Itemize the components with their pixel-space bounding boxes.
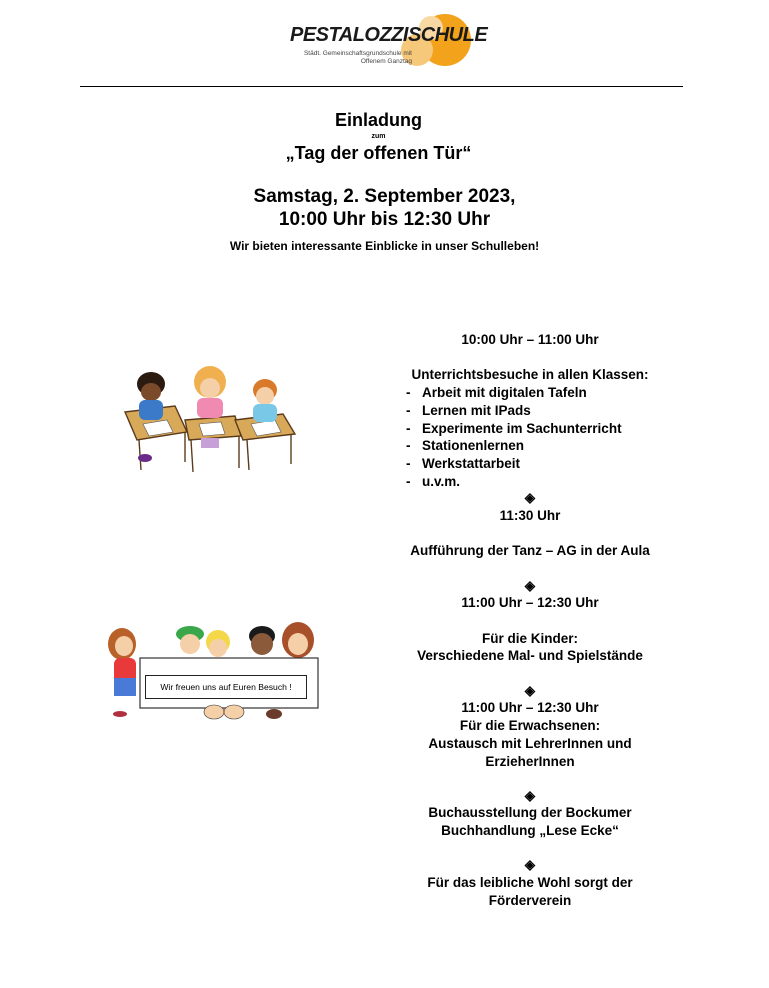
program-block-4-line2: Austausch mit LehrerInnen und bbox=[428, 736, 632, 751]
program-block-3-line1: Für die Kinder: bbox=[481, 631, 578, 646]
logo-subtitle: Städt. Gemeinschaftsgrundschule mit Offenem Ganztag bbox=[303, 50, 412, 65]
school-logo bbox=[288, 10, 488, 68]
event-date: Samstag, 2. September 2023, bbox=[253, 186, 516, 207]
title-einladung: Einladung bbox=[335, 110, 422, 130]
list-item: - u.v.m. bbox=[406, 473, 461, 489]
program-block-3-time: 11:00 Uhr – 12:30 Uhr bbox=[461, 595, 599, 610]
program-block-6-line1: Für das leibliche Wohl sorgt der bbox=[427, 875, 633, 890]
intro-text: Wir bieten interessante Einblicke in unser Schulleben! bbox=[229, 239, 540, 253]
list-item: - Arbeit mit digitalen Tafeln bbox=[406, 385, 587, 400]
separator-diamond-icon: ◈ bbox=[524, 490, 536, 505]
children-banner-illustration bbox=[104, 618, 326, 720]
activity-list bbox=[406, 384, 622, 491]
program-block-4-line3: ErzieherInnen bbox=[485, 754, 575, 769]
program-block-2-time: 11:30 Uhr bbox=[499, 508, 561, 523]
logo-title: PESTALOZZISCHULE bbox=[290, 24, 488, 46]
event-title: „Tag der offenen Tür“ bbox=[285, 143, 472, 163]
program-block-5-line2: Buchhandlung „Lese Ecke“ bbox=[441, 823, 619, 838]
list-item: - Stationenlernen bbox=[406, 438, 525, 454]
separator-diamond-icon: ◈ bbox=[524, 857, 536, 872]
program-block-6-line2: Förderverein bbox=[488, 893, 572, 908]
title-zum: zum bbox=[371, 133, 386, 140]
program-block-5-line1: Buchausstellung der Bockumer bbox=[428, 805, 632, 820]
program-block-4-time: 11:00 Uhr – 12:30 Uhr bbox=[461, 700, 599, 715]
children-at-desks-illustration bbox=[115, 362, 305, 477]
program-block-4-line1: Für die Erwachsenen: bbox=[459, 718, 601, 733]
list-item: - Experimente im Sachunterricht bbox=[406, 420, 622, 436]
program-block-2-text: Aufführung der Tanz – AG in der Aula bbox=[410, 543, 650, 558]
program-block-3-line2: Verschiedene Mal- und Spielstände bbox=[417, 648, 643, 663]
list-item: - Werkstattarbeit bbox=[406, 456, 521, 472]
list-item: - Lernen mit IPads bbox=[406, 402, 531, 418]
separator-diamond-icon: ◈ bbox=[524, 788, 536, 803]
program-block-1-title: Unterrichtsbesuche in allen Klassen: bbox=[411, 367, 649, 382]
separator-diamond-icon: ◈ bbox=[524, 683, 536, 698]
event-time: 10:00 Uhr bis 12:30 Uhr bbox=[278, 209, 491, 230]
header-divider bbox=[80, 86, 683, 87]
separator-diamond-icon: ◈ bbox=[524, 578, 536, 593]
welcome-banner: Wir freuen uns auf Euren Besuch ! bbox=[145, 675, 307, 699]
program-block-1-time: 10:00 Uhr – 11:00 Uhr bbox=[461, 332, 599, 347]
